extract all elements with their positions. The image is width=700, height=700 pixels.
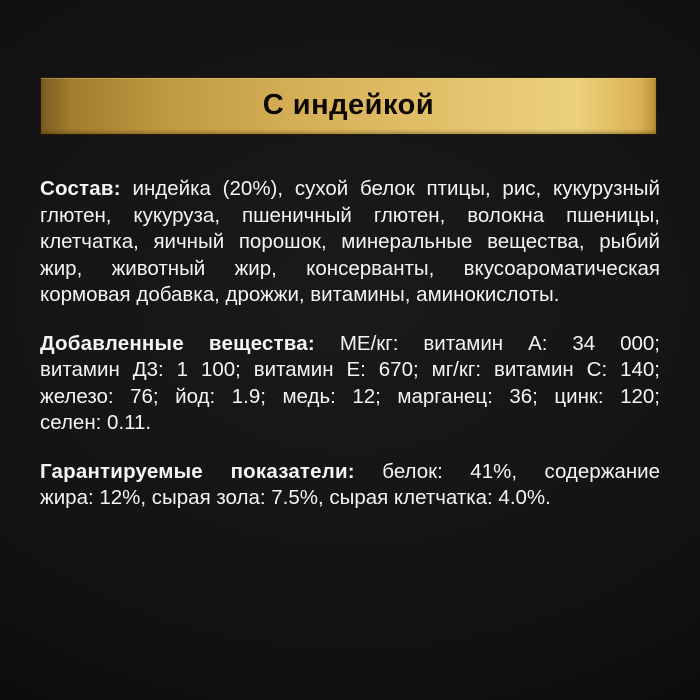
composition-label: Состав: bbox=[40, 177, 121, 200]
section-additives bbox=[40, 331, 660, 437]
section-guaranteed-analysis bbox=[40, 459, 660, 512]
guaranteed-analysis-line: Гарантируемые показатели: белок: 41%, содержание bbox=[40, 459, 660, 483]
flavor-title: С индейкой bbox=[262, 88, 435, 121]
composition-line: жир, животный жир, консерванты, вкусоароматическая bbox=[40, 256, 660, 280]
label-text-block bbox=[40, 176, 660, 534]
additives-line: железо: 76; йод: 1.9; медь: 12; марганец: 36; цинк: 120; bbox=[40, 384, 660, 408]
guaranteed-analysis-label: Гарантируемые показатели: bbox=[40, 459, 355, 483]
guaranteed-analysis-line: жира: 12%, сырая зола: 7.5%, сырая клетчатка: 4.0%. bbox=[40, 486, 551, 509]
composition-line: глютен, кукуруза, пшеничный глютен, волокна пшеницы, bbox=[40, 203, 660, 227]
flavor-banner bbox=[40, 77, 657, 135]
additives-label: Добавленные вещества: bbox=[40, 331, 315, 355]
section-composition bbox=[40, 176, 660, 309]
composition-line: Состав: индейка (20%), сухой белок птицы, рис, кукурузный bbox=[40, 177, 660, 200]
composition-line: клетчатка, яичный порошок, минеральные вещества, рыбий bbox=[40, 230, 660, 253]
additives-line: Добавленные вещества: МЕ/кг: витамин А: 34 000; bbox=[40, 331, 661, 355]
composition-line: кормовая добавка, дрожжи, витамины, аминокислоты. bbox=[40, 283, 560, 306]
additives-line: витамин Д3: 1 100; витамин Е: 670; мг/кг: витамин С: 140; bbox=[40, 358, 660, 381]
additives-line: селен: 0.11. bbox=[40, 411, 152, 434]
